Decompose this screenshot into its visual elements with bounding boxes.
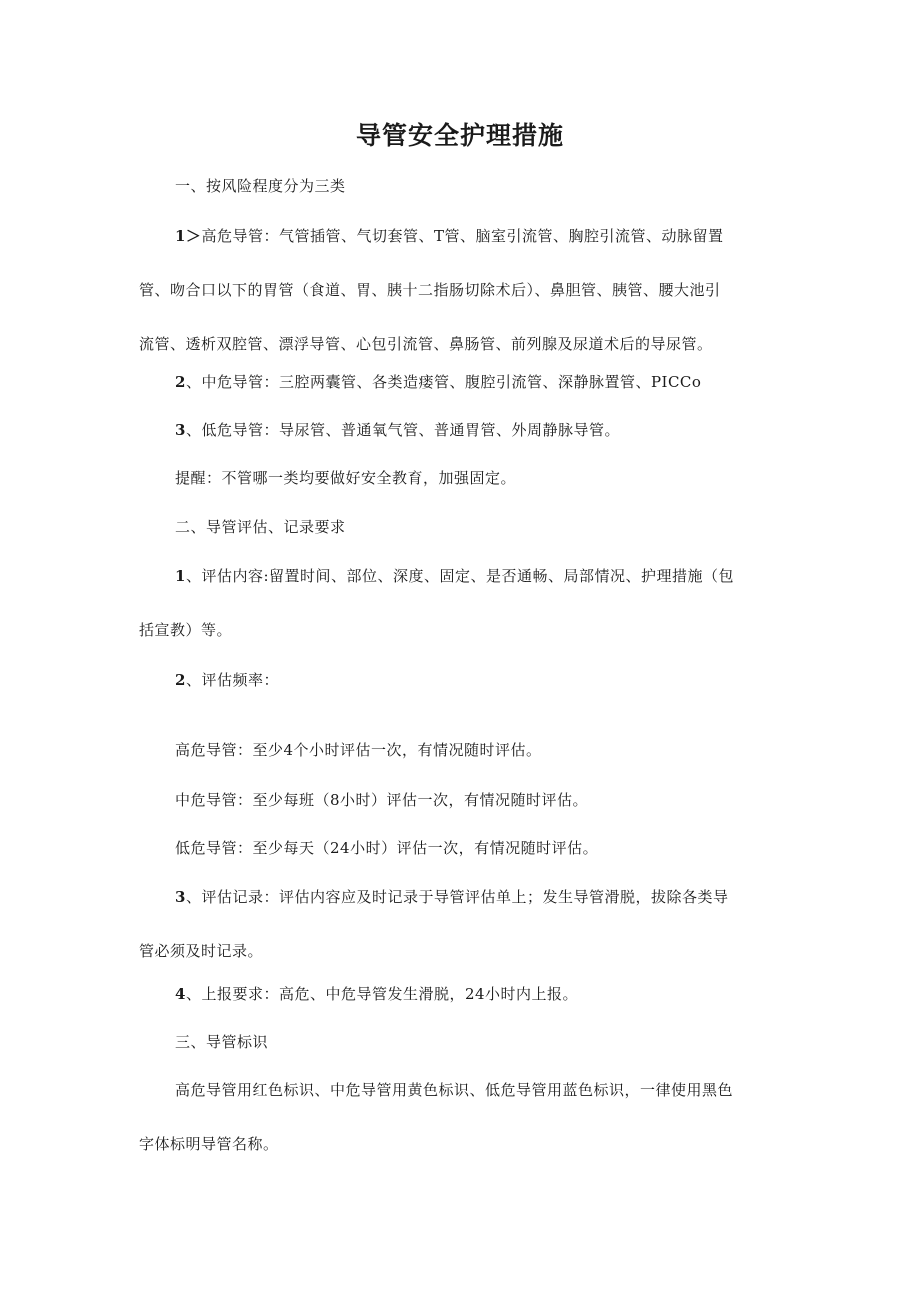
mid-risk-text: 、中危导管：三腔两囊管、各类造瘘管、腹腔引流管、深静脉置管、PICCo	[185, 373, 702, 391]
freq-low-text: 低危导管：至少每天（24小时）评估一次，有情况随时评估。	[175, 839, 599, 857]
assess-freq-text: 、评估频率：	[185, 671, 279, 689]
freq-high-text: 高危导管：至少4个小时评估一次，有情况随时评估。	[175, 741, 542, 759]
section-1-heading: 一、按风险程度分为三类	[175, 177, 346, 195]
assess-record-text-1: 、评估记录：评估内容应及时记录于导管评估单上；发生导管滑脱，拔除各类导	[185, 888, 729, 906]
low-risk-text: 、低危导管：导尿管、普通氧气管、普通胃管、外周静脉导管。	[185, 421, 620, 439]
assess-content-text-1: 、评估内容:留置时间、部位、深度、固定、是否通畅、局部情况、护理措施（包	[185, 567, 734, 585]
report-text: 、上报要求：高危、中危导管发生滑脱，24小时内上报。	[185, 985, 579, 1003]
assess-record-line-2: 管必须及时记录。	[139, 942, 264, 960]
mid-risk-number: 2	[175, 373, 186, 391]
high-risk-paragraph	[139, 222, 783, 358]
assess-freq-paragraph	[175, 666, 783, 694]
marking-paragraph	[139, 1076, 783, 1158]
assess-content-paragraph	[139, 562, 783, 644]
report-paragraph	[175, 980, 783, 1008]
low-risk-paragraph	[175, 416, 783, 444]
marking-line-1: 高危导管用红色标识、中危导管用黄色标识、低危导管用蓝色标识，一律使用黑色	[175, 1081, 734, 1099]
high-risk-number: 1＞	[175, 227, 202, 245]
assess-content-line-1	[139, 562, 783, 590]
section-2-heading: 二、导管评估、记录要求	[175, 518, 346, 536]
low-risk-number: 3	[175, 421, 186, 439]
document-title: 导管安全护理措施	[355, 121, 564, 150]
assess-record-paragraph	[139, 883, 783, 965]
assess-record-number: 3	[175, 888, 186, 906]
mid-risk-paragraph	[175, 368, 783, 396]
reminder-text: 提醒：不管哪一类均要做好安全教育，加强固定。	[175, 469, 517, 487]
assess-content-line-2: 括宣教）等。	[139, 621, 233, 639]
high-risk-text-1: 高危导管：气管插管、气切套管、T管、脑室引流管、胸腔引流管、动脉留置	[201, 227, 724, 245]
freq-mid-text: 中危导管：至少每班（8小时）评估一次，有情况随时评估。	[175, 791, 589, 809]
high-risk-line-2: 管、吻合口以下的胃管（食道、胃、胰十二指肠切除术后）、鼻胆管、胰管、腰大池引	[139, 281, 721, 299]
assess-record-line-1	[139, 883, 783, 911]
assess-freq-number: 2	[175, 671, 186, 689]
marking-line-2: 字体标明导管名称。	[139, 1135, 279, 1153]
high-risk-line-3: 流管、透析双腔管、漂浮导管、心包引流管、鼻肠管、前列腺及尿道术后的导尿管。	[139, 335, 713, 353]
report-number: 4	[175, 985, 186, 1003]
section-3-heading: 三、导管标识	[175, 1033, 269, 1051]
assess-content-number: 1	[175, 567, 186, 585]
high-risk-line-1	[139, 222, 783, 250]
